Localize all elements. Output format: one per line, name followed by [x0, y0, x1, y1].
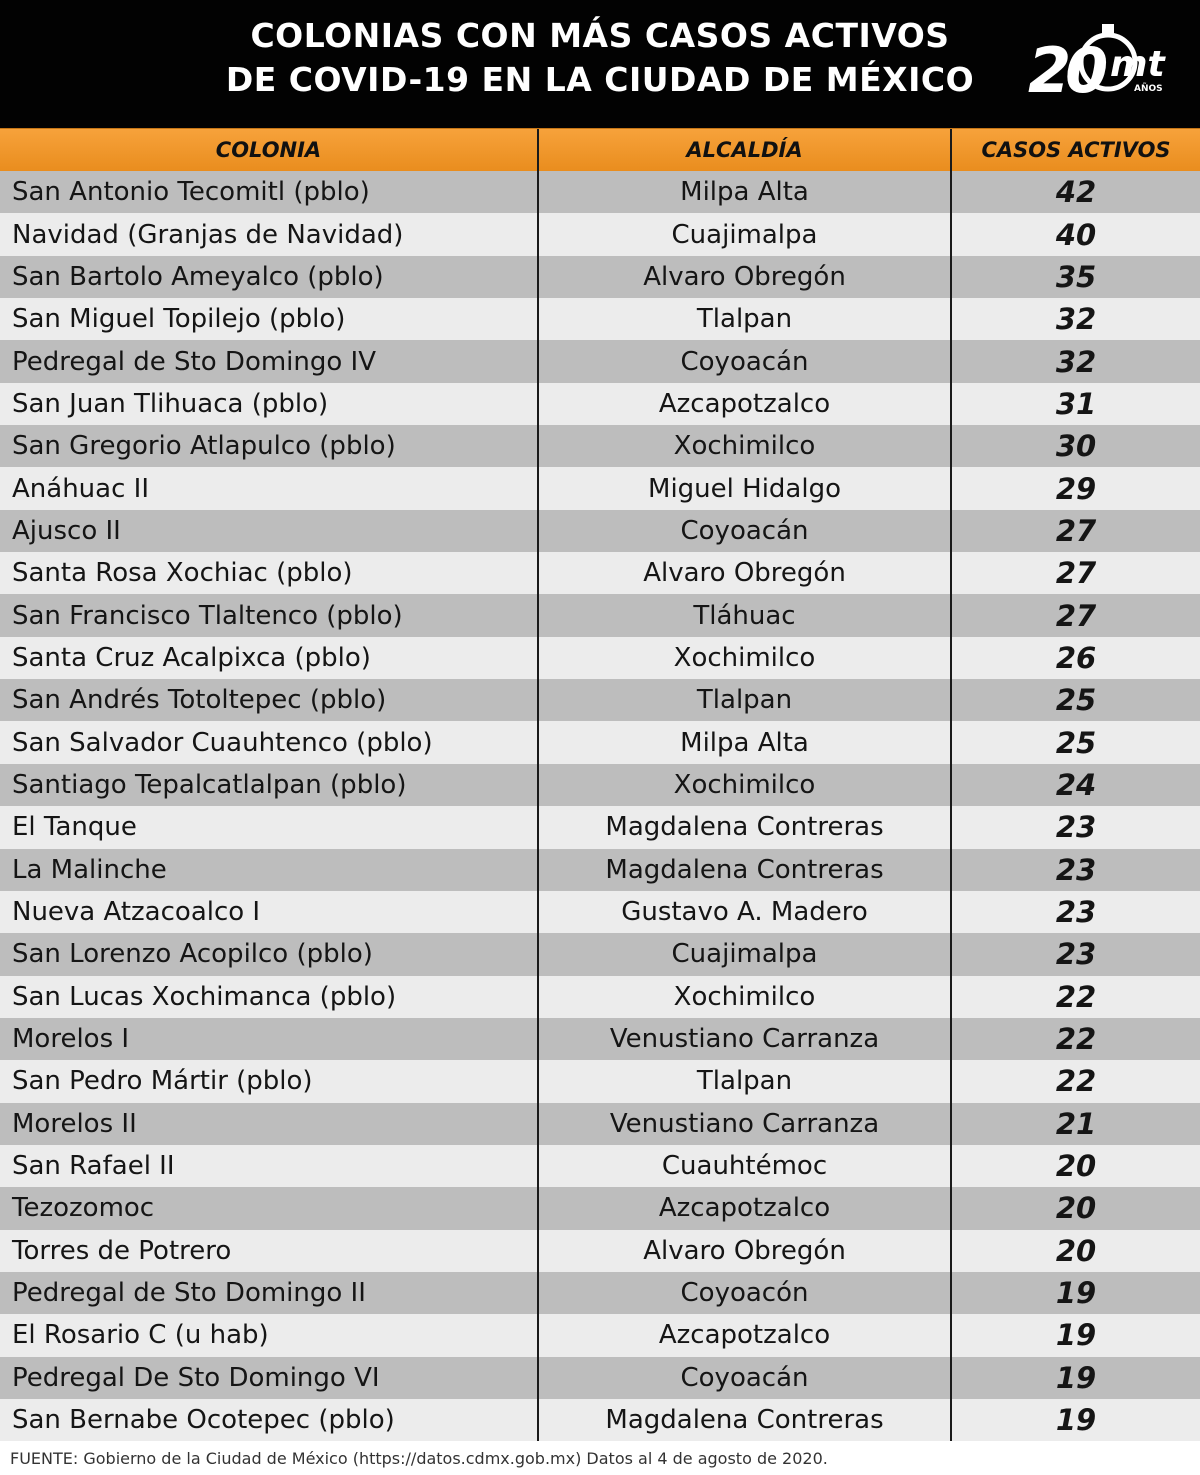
column-header-colonia: COLONIA — [215, 138, 322, 162]
logo-number: 20 — [1028, 34, 1103, 107]
casos-activos-cell: 24 — [950, 764, 1200, 806]
colonia-cell: Santa Rosa Xochiac (pblo) — [12, 558, 353, 589]
table-row — [0, 1272, 1200, 1314]
alcaldia-cell: Tlalpan — [537, 298, 950, 340]
table-row — [0, 552, 1200, 594]
colonia-cell: Morelos II — [12, 1108, 137, 1139]
table-row — [0, 213, 1200, 255]
table-row — [0, 637, 1200, 679]
alcaldia-cell: Miguel Hidalgo — [537, 467, 950, 509]
colonia-cell: Pedregal De Sto Domingo VI — [12, 1362, 380, 1393]
table-row — [0, 933, 1200, 975]
colonia-cell: San Salvador Cuauhtenco (pblo) — [12, 727, 433, 758]
colonia-cell: Anáhuac II — [12, 473, 149, 504]
column-header-casos-activos: CASOS ACTIVOS — [950, 129, 1200, 171]
casos-activos-cell: 31 — [950, 383, 1200, 425]
casos-activos-cell: 23 — [950, 849, 1200, 891]
table-column-header — [0, 128, 1200, 171]
table-row — [0, 1230, 1200, 1272]
casos-activos-cell: 22 — [950, 1060, 1200, 1102]
casos-activos-cell: 40 — [950, 213, 1200, 255]
table-row — [0, 510, 1200, 552]
casos-activos-cell: 21 — [950, 1103, 1200, 1145]
alcaldia-cell: Azcapotzalco — [537, 1314, 950, 1356]
table-row — [0, 679, 1200, 721]
alcaldia-cell: Tlalpan — [537, 1060, 950, 1102]
table-row — [0, 849, 1200, 891]
colonia-cell: Nueva Atzacoalco I — [12, 897, 261, 928]
mt-20-anos-logo-icon — [1022, 14, 1172, 114]
colonia-cell: San Antonio Tecomitl (pblo) — [12, 177, 370, 208]
colonia-cell: San Lorenzo Acopilco (pblo) — [12, 939, 373, 970]
table-row — [0, 764, 1200, 806]
alcaldia-cell: Coyoacán — [537, 340, 950, 382]
alcaldia-cell: Alvaro Obregón — [537, 552, 950, 594]
alcaldia-cell: Alvaro Obregón — [537, 1230, 950, 1272]
casos-activos-cell: 25 — [950, 679, 1200, 721]
colonia-cell: San Bernabe Ocotepec (pblo) — [12, 1405, 395, 1436]
title-line-2: DE COVID-19 EN LA CIUDAD DE MÉXICO — [225, 60, 975, 99]
alcaldia-cell: Coyoacán — [537, 1357, 950, 1399]
casos-activos-cell: 23 — [950, 933, 1200, 975]
alcaldia-cell: Xochimilco — [537, 425, 950, 467]
table-row — [0, 891, 1200, 933]
casos-activos-cell: 19 — [950, 1314, 1200, 1356]
casos-activos-cell: 32 — [950, 340, 1200, 382]
table-row — [0, 1103, 1200, 1145]
casos-activos-cell: 19 — [950, 1399, 1200, 1441]
table-row — [0, 467, 1200, 509]
colonia-cell: San Miguel Topilejo (pblo) — [12, 304, 346, 335]
colonia-cell: San Rafael II — [12, 1151, 175, 1182]
colonia-cell: Navidad (Granjas de Navidad) — [12, 219, 404, 250]
colonia-cell: San Andrés Totoltepec (pblo) — [12, 685, 387, 716]
alcaldia-cell: Alvaro Obregón — [537, 256, 950, 298]
colonia-cell: Santiago Tepalcatlalpan (pblo) — [12, 769, 407, 800]
table-body — [0, 171, 1200, 1441]
alcaldia-cell: Cuauhtémoc — [537, 1145, 950, 1187]
table-row — [0, 1187, 1200, 1229]
alcaldia-cell: Magdalena Contreras — [537, 849, 950, 891]
casos-activos-cell: 27 — [950, 594, 1200, 636]
casos-activos-cell: 19 — [950, 1272, 1200, 1314]
alcaldia-cell: Venustiano Carranza — [537, 1018, 950, 1060]
colonia-cell: La Malinche — [12, 854, 167, 885]
colonia-cell: San Bartolo Ameyalco (pblo) — [12, 261, 384, 292]
colonia-cell: San Lucas Xochimanca (pblo) — [12, 981, 397, 1012]
colonia-cell: El Tanque — [12, 812, 137, 843]
alcaldia-cell: Coyoacán — [537, 510, 950, 552]
logo-sub: AÑOS — [1134, 84, 1163, 94]
page-title — [140, 14, 1060, 102]
colonia-cell: San Francisco Tlaltenco (pblo) — [12, 600, 403, 631]
table-row — [0, 340, 1200, 382]
logo-brand: mt — [1110, 44, 1165, 85]
alcaldia-cell: Magdalena Contreras — [537, 806, 950, 848]
casos-activos-cell: 30 — [950, 425, 1200, 467]
table-row — [0, 383, 1200, 425]
casos-activos-cell: 20 — [950, 1145, 1200, 1187]
table-row — [0, 425, 1200, 467]
title-banner — [0, 0, 1200, 128]
table-row — [0, 721, 1200, 763]
casos-activos-cell: 20 — [950, 1230, 1200, 1272]
casos-activos-cell: 20 — [950, 1187, 1200, 1229]
colonia-cell: San Gregorio Atlapulco (pblo) — [12, 431, 396, 462]
alcaldia-cell: Tláhuac — [537, 594, 950, 636]
colonia-cell: Pedregal de Sto Domingo II — [12, 1278, 366, 1309]
casos-activos-cell: 27 — [950, 552, 1200, 594]
table-row — [0, 594, 1200, 636]
table-row — [0, 1145, 1200, 1187]
table-row — [0, 806, 1200, 848]
table-row — [0, 256, 1200, 298]
casos-activos-cell: 22 — [950, 1018, 1200, 1060]
colonia-cell: Morelos I — [12, 1024, 130, 1055]
casos-activos-cell: 42 — [950, 171, 1200, 213]
casos-activos-cell: 32 — [950, 298, 1200, 340]
alcaldia-cell: Tlalpan — [537, 679, 950, 721]
alcaldia-cell: Azcapotzalco — [537, 1187, 950, 1229]
alcaldia-cell: Xochimilco — [537, 976, 950, 1018]
casos-activos-cell: 29 — [950, 467, 1200, 509]
colonia-cell: Pedregal de Sto Domingo IV — [12, 346, 377, 377]
casos-activos-cell: 25 — [950, 721, 1200, 763]
alcaldia-cell: Xochimilco — [537, 637, 950, 679]
alcaldia-cell: Venustiano Carranza — [537, 1103, 950, 1145]
title-line-1: COLONIAS CON MÁS CASOS ACTIVOS — [250, 16, 950, 55]
column-header-alcaldia: ALCALDÍA — [537, 129, 950, 171]
table-row — [0, 1399, 1200, 1441]
alcaldia-cell: Xochimilco — [537, 764, 950, 806]
casos-activos-cell: 22 — [950, 976, 1200, 1018]
table-row — [0, 976, 1200, 1018]
table-row — [0, 1314, 1200, 1356]
colonia-cell: Santa Cruz Acalpixca (pblo) — [12, 642, 371, 673]
casos-activos-cell: 23 — [950, 891, 1200, 933]
table-row — [0, 1018, 1200, 1060]
alcaldia-cell: Gustavo A. Madero — [537, 891, 950, 933]
colonia-cell: El Rosario C (u hab) — [12, 1320, 269, 1351]
alcaldia-cell: Azcapotzalco — [537, 383, 950, 425]
alcaldia-cell: Magdalena Contreras — [537, 1399, 950, 1441]
casos-activos-cell: 26 — [950, 637, 1200, 679]
alcaldia-cell: Cuajimalpa — [537, 213, 950, 255]
casos-activos-cell: 35 — [950, 256, 1200, 298]
colonia-cell: Tezozomoc — [12, 1193, 155, 1224]
colonia-cell: San Juan Tlihuaca (pblo) — [12, 388, 329, 419]
colonia-cell: Ajusco II — [12, 515, 121, 546]
table-row — [0, 298, 1200, 340]
table-row — [0, 171, 1200, 213]
colonia-cell: Torres de Potrero — [12, 1235, 232, 1266]
alcaldia-cell: Coyoacón — [537, 1272, 950, 1314]
casos-activos-cell: 27 — [950, 510, 1200, 552]
table-row — [0, 1060, 1200, 1102]
alcaldia-cell: Milpa Alta — [537, 721, 950, 763]
alcaldia-cell: Cuajimalpa — [537, 933, 950, 975]
source-footnote: FUENTE: Gobierno de la Ciudad de México (https://datos.cdmx.gob.mx) Datos al 4 de agosto de 2020. — [0, 1441, 1200, 1475]
table-row — [0, 1357, 1200, 1399]
casos-activos-cell: 19 — [950, 1357, 1200, 1399]
colonia-cell: San Pedro Mártir (pblo) — [12, 1066, 313, 1097]
alcaldia-cell: Milpa Alta — [537, 171, 950, 213]
casos-activos-cell: 23 — [950, 806, 1200, 848]
